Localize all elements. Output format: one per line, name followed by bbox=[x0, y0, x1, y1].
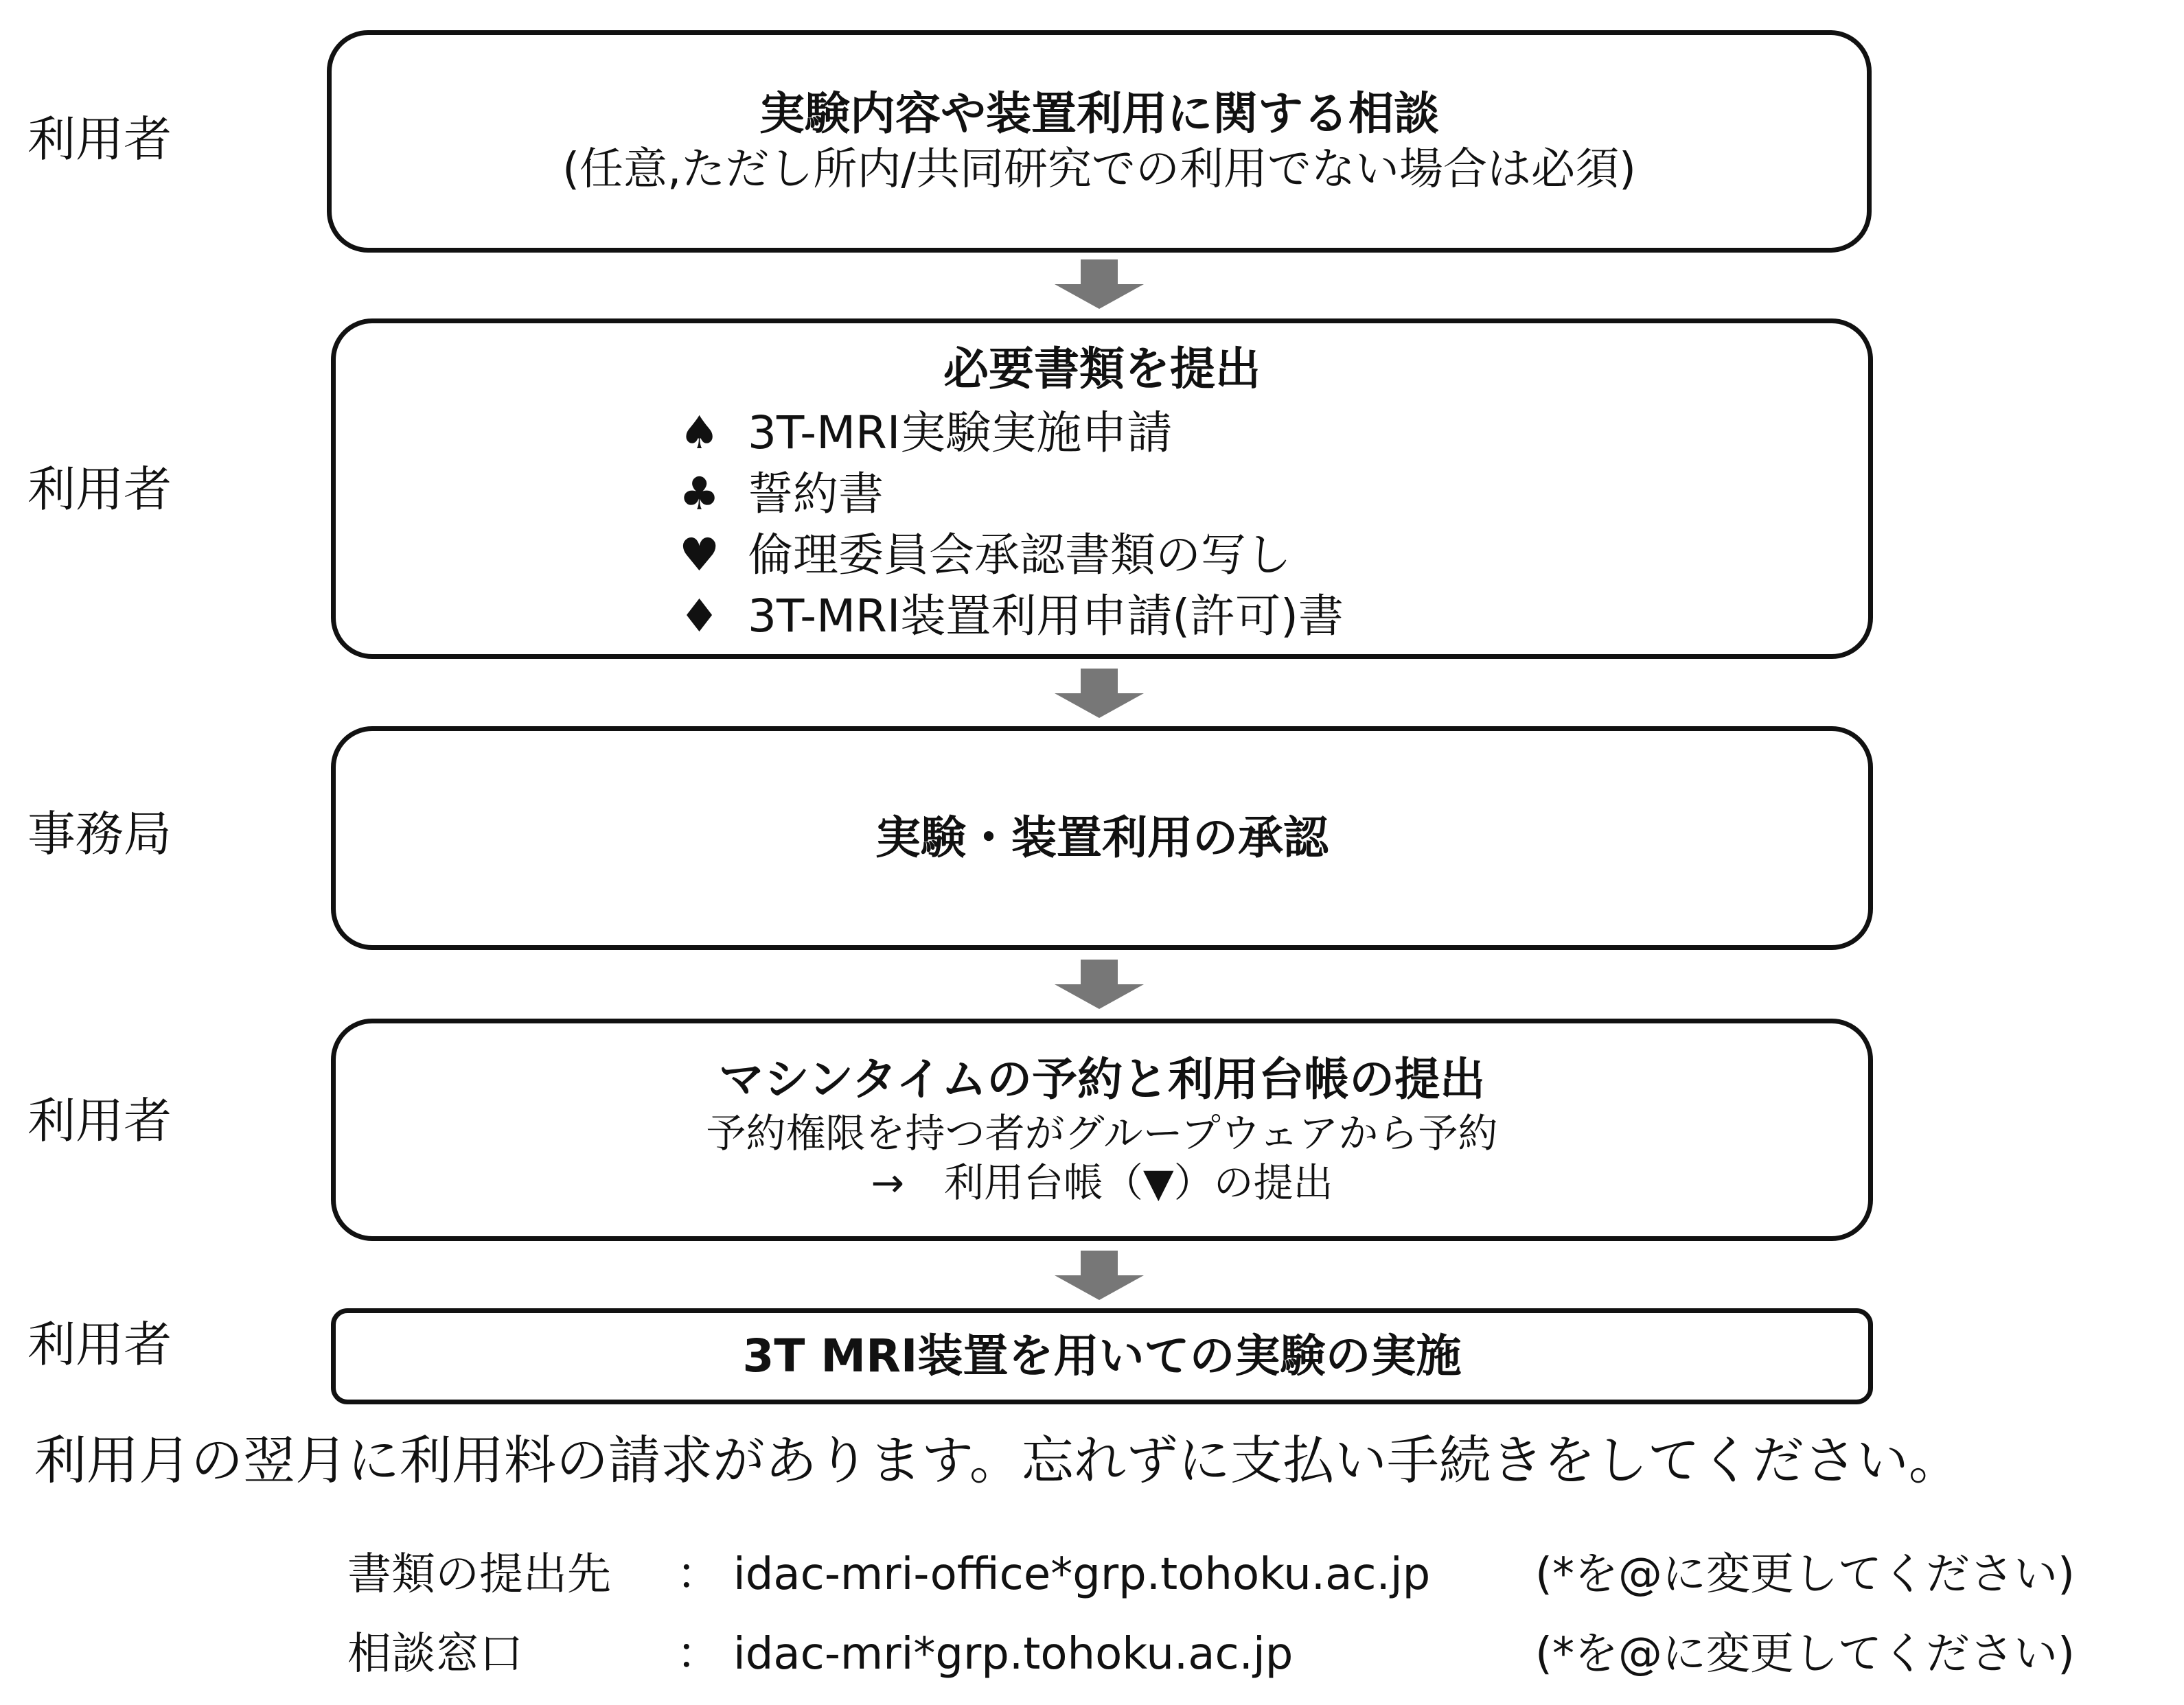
document-item bbox=[679, 585, 1421, 647]
document-item-label: 倫理委員会承認書類の写し bbox=[748, 528, 1291, 581]
contact-separator: ： bbox=[676, 1629, 720, 1680]
document-item bbox=[679, 524, 1421, 585]
required-documents-list bbox=[679, 402, 1421, 647]
role-label-documents: 利用者 bbox=[27, 461, 172, 518]
step-approval-title: 実験・装置利用の承認 bbox=[875, 811, 1329, 864]
role-label-reservation: 利用者 bbox=[27, 1093, 172, 1149]
step-documents-title: 必要書類を提出 bbox=[943, 343, 1261, 395]
contact-note: (*を@に変更してください) bbox=[1535, 1629, 2075, 1680]
club-icon: ♣ bbox=[679, 467, 720, 520]
document-item-label: 3T-MRI実験実施申請 bbox=[748, 406, 1173, 459]
step-experiment-title: 3T MRI装置を用いての実験の実施 bbox=[742, 1329, 1462, 1382]
step-reservation-title: マシンタイムの予約と利用台帳の提出 bbox=[718, 1053, 1486, 1106]
contact-label-submission: 書類の提出先 bbox=[347, 1549, 611, 1600]
document-item bbox=[679, 463, 1421, 524]
step-documents-box bbox=[331, 318, 1873, 659]
step-approval-box bbox=[331, 726, 1873, 950]
flow-arrow-4 bbox=[1055, 1251, 1144, 1300]
contact-note: (*を@に変更してください) bbox=[1535, 1549, 2075, 1600]
step-reservation-line2: → 利用台帳（▼）の提出 bbox=[871, 1159, 1333, 1207]
step-reservation-line1: 予約権限を持つ者がグループウェアから予約 bbox=[706, 1109, 1498, 1157]
step-consult-note: (任意,ただし所内/共同研究での利用でない場合は必須) bbox=[562, 144, 1636, 196]
heart-icon: ♥ bbox=[679, 528, 720, 581]
contact-label-consultation: 相談窓口 bbox=[347, 1629, 523, 1680]
document-item-label: 誓約書 bbox=[748, 467, 884, 520]
spade-icon: ♠ bbox=[679, 406, 720, 459]
contact-email-consultation: idac-mri*grp.tohoku.ac.jp bbox=[733, 1629, 1294, 1680]
flow-arrow-3 bbox=[1055, 960, 1144, 1009]
role-label-experiment: 利用者 bbox=[27, 1317, 172, 1373]
step-reservation-box bbox=[331, 1019, 1873, 1241]
step-experiment-box bbox=[331, 1308, 1873, 1404]
role-label-approval: 事務局 bbox=[27, 806, 172, 862]
billing-notice: 利用月の翌月に利用料の請求があります。忘れずに支払い手続きをしてください。 bbox=[34, 1430, 1961, 1491]
step-consult-box bbox=[327, 30, 1872, 253]
flow-arrow-2 bbox=[1055, 669, 1144, 718]
contact-email-submission: idac-mri-office*grp.tohoku.ac.jp bbox=[733, 1549, 1431, 1600]
document-item-label: 3T-MRI装置利用申請(許可)書 bbox=[748, 589, 1344, 642]
role-label-consult: 利用者 bbox=[27, 111, 172, 167]
contact-separator: ： bbox=[676, 1549, 720, 1600]
step-consult-title: 実験内容や装置利用に関する相談 bbox=[759, 86, 1439, 140]
flow-arrow-1 bbox=[1055, 259, 1144, 309]
diamond-icon: ♦ bbox=[679, 589, 720, 642]
document-item bbox=[679, 402, 1421, 463]
